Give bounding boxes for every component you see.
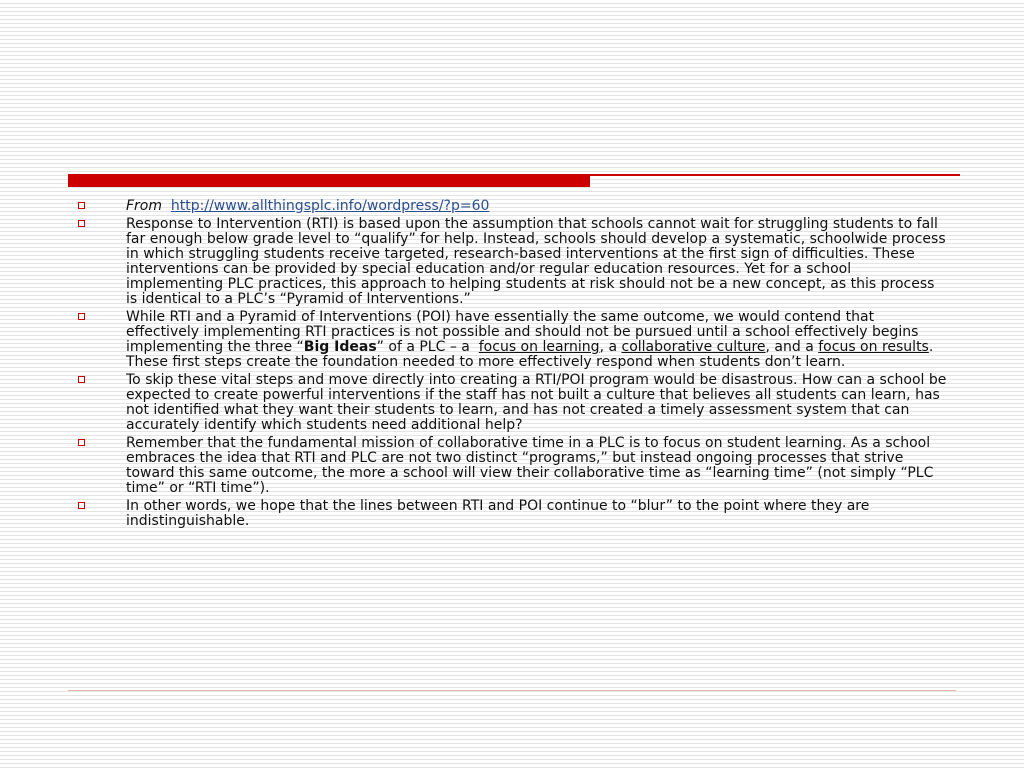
bullet-item-big-ideas — [74, 310, 948, 370]
bullet-text-part5: . These first steps create the foundation needed to more effectively respond when students don’t learn. — [126, 339, 934, 370]
collaborative-culture-link[interactable]: collaborative culture — [621, 339, 766, 355]
bullet-item-conclusion — [74, 499, 948, 529]
bullet-item-rti-definition — [74, 217, 948, 307]
footer-rule — [68, 690, 956, 691]
bullet-item-skip-steps — [74, 373, 948, 433]
bullet-text: Response to Intervention (RTI) is based upon the assumption that schools cannot wait for struggling students to fall far enough below grade level to “qualify” for help. Instead, schools should develop a systematic, schoolwide process in which struggling students receive targeted, research-based interventions at the first sign of difficulties. These interventions can be provided by special education and/or regular education resources. Yet for a school implementing PLC practices, this approach to helping students at risk should not be a new concept, as this process is identical to a PLC’s “Pyramid of Interventions.” — [126, 216, 946, 307]
bullet-text-part4: , and a — [765, 339, 819, 355]
square-bullet-icon — [78, 439, 85, 446]
from-label: From — [126, 198, 163, 214]
bullet-text-part2: ” of a PLC – a — [376, 339, 475, 355]
square-bullet-icon — [78, 376, 85, 383]
square-bullet-icon — [78, 502, 85, 509]
square-bullet-icon — [78, 313, 85, 320]
square-bullet-icon — [78, 220, 85, 227]
bullet-text: Remember that the fundamental mission of collaborative time in a PLC is to focus on student learning. As a school embraces the idea that RTI and PLC are not two distinct “programs,” but instead ongoing processes that strive toward this same outcome, the more a school will view their collaborative time as “learning time” (not simply “PLC time” or “RTI time”). — [126, 435, 934, 496]
bullet-text: In other words, we hope that the lines between RTI and POI continue to “blur” to the point where they are indistinguishable. — [126, 498, 870, 529]
bullet-text-part3: , a — [599, 339, 622, 355]
source-link[interactable]: http://www.allthingsplc.info/wordpress/?p=60 — [170, 198, 490, 214]
focus-on-learning-link[interactable]: focus on learning — [478, 339, 600, 355]
title-rule-bar — [68, 174, 590, 187]
bullet-item-source — [74, 199, 948, 214]
focus-on-results-link[interactable]: focus on results — [818, 339, 929, 355]
square-bullet-icon — [78, 202, 85, 209]
bullet-item-mission — [74, 436, 948, 496]
bullet-text: To skip these vital steps and move directly into creating a RTI/POI program would be disastrous. How can a school be expected to create powerful interventions if the staff has not built a culture that believes all students can learn, has not identified what they want their students to learn, and has not created a timely assessment system that can accurately identify which students need additional help? — [126, 372, 947, 433]
big-ideas-text: Big Ideas — [303, 339, 377, 355]
slide-body — [74, 199, 948, 532]
title-rule-line — [590, 174, 960, 176]
bullet-text-part1: While RTI and a Pyramid of Interventions (POI) have essentially the same outcome, we would contend that effectively implementing RTI practices is not possible and should not be pursued until a school effectively begins implementing the three “ — [126, 309, 919, 355]
